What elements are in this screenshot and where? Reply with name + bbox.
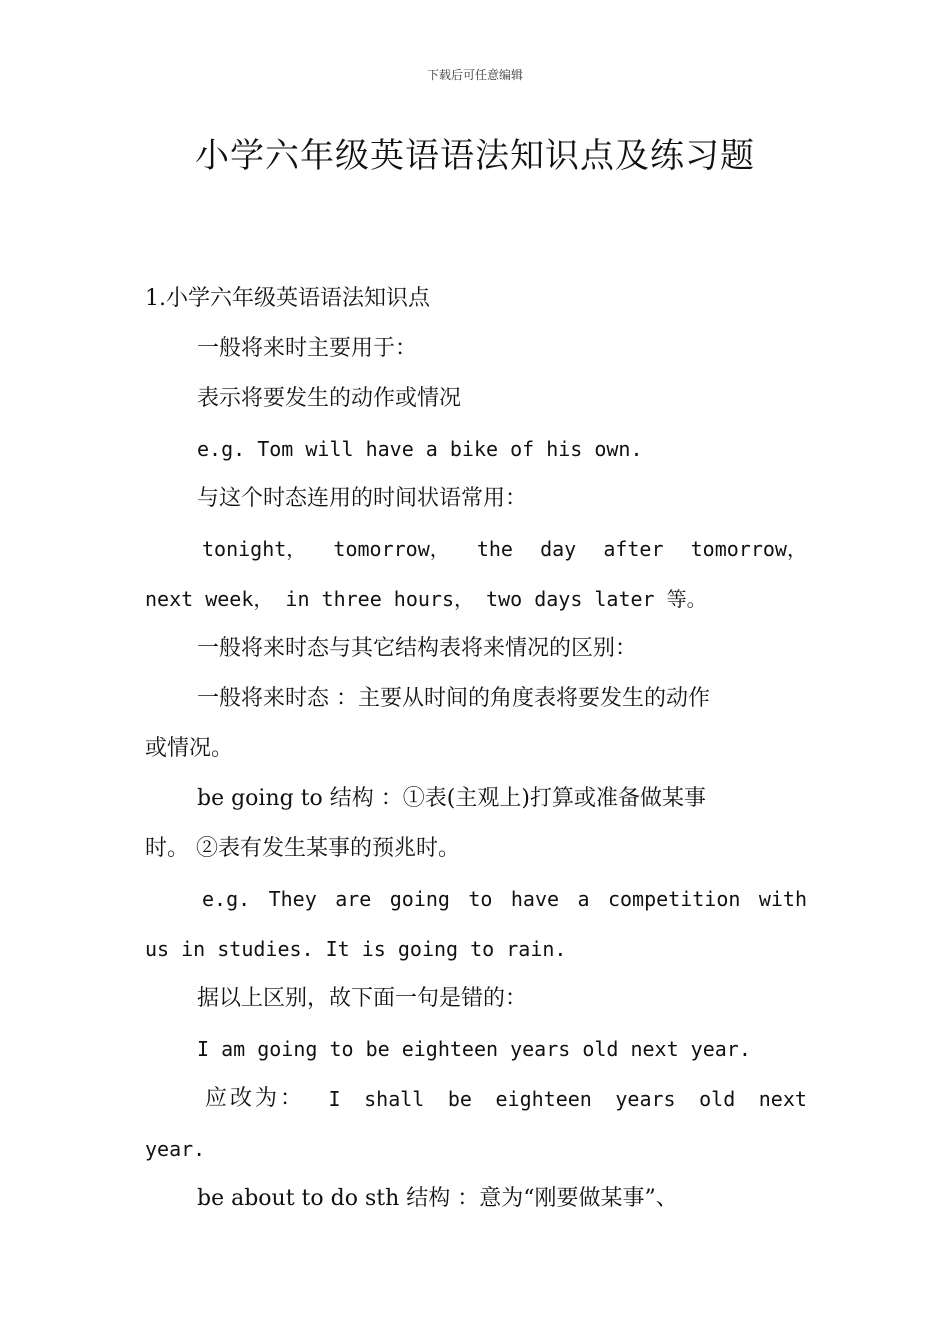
example-sentence: I am going to be eighteen years old next year. xyxy=(197,1037,751,1061)
paragraph-continued: 时。 ②表有发生某事的预兆时。 xyxy=(145,836,460,861)
word: I xyxy=(328,1087,341,1111)
paragraph: 一般将来时主要用于： xyxy=(197,336,418,361)
word: tomorrow， xyxy=(690,537,807,561)
word: be xyxy=(447,1087,472,1111)
word: e.g. xyxy=(202,887,251,911)
word: are xyxy=(335,887,372,911)
section-heading: 1.小学六年级英语语法知识点 xyxy=(145,286,430,311)
word: going xyxy=(389,887,450,911)
word: with xyxy=(758,887,807,911)
word: next xyxy=(758,1087,807,1111)
time-adverbials-line xyxy=(145,524,807,574)
correction-continued: year. xyxy=(145,1137,206,1161)
paragraph: 与这个时态连用的时间状语常用： xyxy=(197,486,528,511)
example-line xyxy=(145,874,807,924)
paragraph: be about to do sth 结构 ：意为“刚要做某事”、 xyxy=(197,1186,678,1211)
word: have xyxy=(510,887,560,911)
word: They xyxy=(268,887,317,911)
page-header-note: 下载后可任意编辑 xyxy=(426,68,523,82)
document-title: 小学六年级英语语法知识点及练习题 xyxy=(195,136,755,176)
paragraph: be going to 结构 ：①表(主观上)打算或准备做某事 xyxy=(197,786,706,811)
word: a xyxy=(577,887,590,911)
word: competition xyxy=(607,887,741,911)
paragraph: 一般将来时态与其它结构表将来情况的区别： xyxy=(197,636,638,661)
time-adverbials-continued: next week， in three hours， two days later 等。 xyxy=(145,587,707,611)
correction-line xyxy=(145,1074,807,1124)
paragraph: 表示将要发生的动作或情况 xyxy=(197,386,462,411)
paragraph: 据以上区别，故下面一句是错的： xyxy=(197,986,528,1011)
example-sentence: e.g. Tom will have a bike of his own. xyxy=(197,437,643,461)
word: 应改为： xyxy=(205,1086,306,1111)
word: tonight， xyxy=(202,537,307,561)
example-continued: us in studies. It is going to rain. xyxy=(145,937,567,961)
word: after xyxy=(603,537,664,561)
paragraph-continued: 或情况。 xyxy=(145,736,234,761)
word: eighteen xyxy=(495,1087,592,1111)
word: shall xyxy=(364,1087,425,1111)
word: years xyxy=(615,1087,676,1111)
word: tomorrow， xyxy=(333,537,450,561)
word: to xyxy=(468,887,493,911)
word: day xyxy=(540,537,577,561)
word: the xyxy=(476,537,513,561)
paragraph: 一般将来时态 ：主要从时间的角度表将要发生的动作 xyxy=(197,686,710,711)
word: old xyxy=(699,1087,736,1111)
